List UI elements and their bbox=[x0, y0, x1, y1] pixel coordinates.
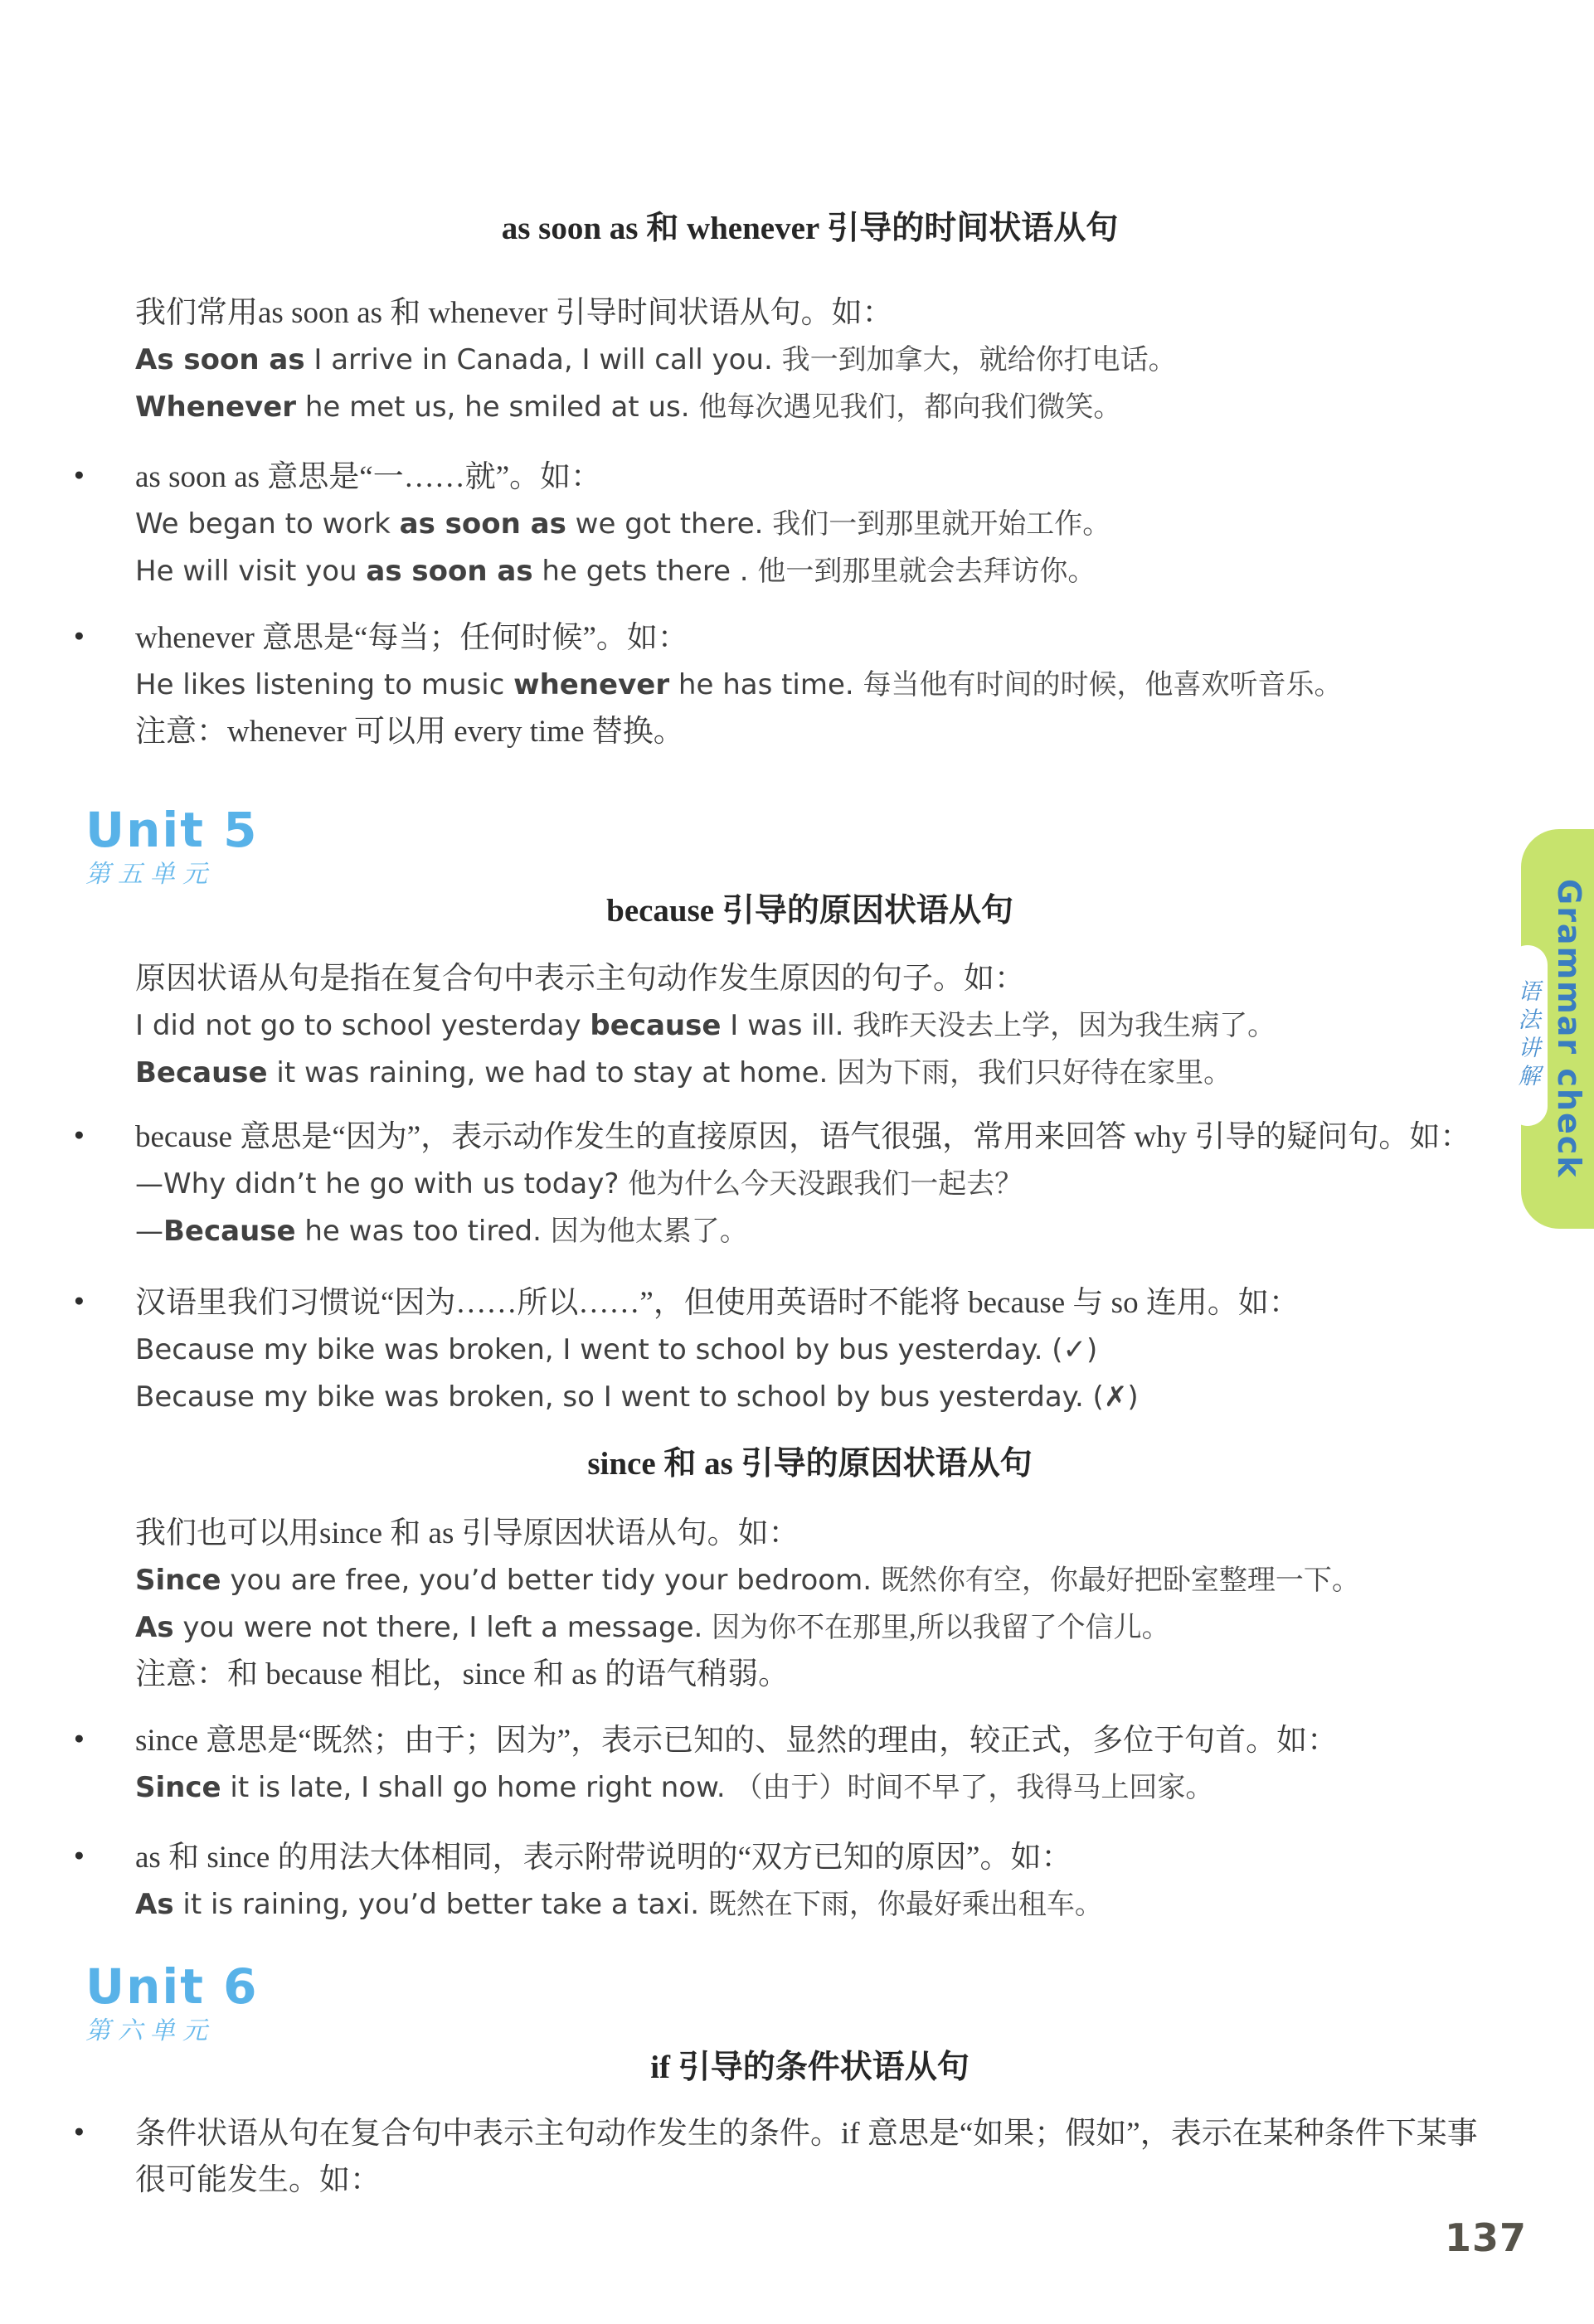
example-sentence: Because my bike was broken, so I went to school by bus yesterday. (✗) bbox=[135, 1380, 1139, 1414]
example-sentence: He likes listening to music whenever he has time. 每当他有时间的时候，他喜欢听音乐。 bbox=[135, 668, 1343, 701]
section-title-if: if 引导的条件状语从句 bbox=[650, 2050, 970, 2085]
bullet-if-condition bbox=[135, 2111, 1485, 2204]
page-content bbox=[85, 0, 1485, 2204]
side-tab-english-label: Grammar check bbox=[1551, 879, 1587, 1179]
bullet-because-meaning bbox=[135, 1114, 1485, 1255]
bullet-lead: ● 汉语里我们习惯说“因为……所以……”，但使用英语时不能将 because 与 so 连用。如： bbox=[135, 1286, 1300, 1320]
intro-since-as: 我们也可以用since 和 as 引导原因状语从句。如： bbox=[135, 1516, 799, 1550]
example-sentence: As soon as I arrive in Canada, I will call you. 我一到加拿大，就给你打电话。 bbox=[135, 343, 1177, 376]
bullet-since-meaning bbox=[135, 1718, 1485, 1812]
intro-because: 原因状语从句是指在复合句中表示主句动作发生原因的句子。如： bbox=[135, 962, 1025, 996]
example-sentence: Whenever he met us, he smiled at us. 他每次遇见我们，都向我们微笑。 bbox=[135, 391, 1122, 424]
unit6-subtitle: 第六单元 bbox=[85, 2017, 215, 2045]
note-line: 注意：和 because 相比，since 和 as 的语气稍弱。 bbox=[135, 1657, 790, 1691]
section-title-since-as: since 和 as 引导的原因状语从句 bbox=[587, 1446, 1033, 1482]
unit5-subtitle: 第五单元 bbox=[85, 861, 215, 888]
example-sentence: —Because he was too tired. 因为他太累了。 bbox=[135, 1215, 748, 1248]
bullet-lead: ● 条件状语从句在复合句中表示主句动作发生的条件。if 意思是“如果；假如”，表示在某种条件下某事很可能发生。如： bbox=[135, 2117, 1478, 2197]
unit5-heading bbox=[85, 802, 1485, 891]
section-title-because: because 引导的原因状语从句 bbox=[606, 893, 1013, 929]
page-number: 137 bbox=[1445, 2215, 1528, 2260]
note-line: 注意：whenever 可以用 every time 替换。 bbox=[135, 715, 684, 749]
bullet-whenever bbox=[135, 615, 1485, 755]
example-sentence: He will visit you as soon as he gets there . 他一到那里就会去拜访你。 bbox=[135, 555, 1096, 588]
bullet-lead: ● since 意思是“既然；由于；因为”，表示已知的、显然的理由，较正式，多位于句首。如： bbox=[135, 1724, 1339, 1758]
bullet-lead: ● as 和 since 的用法大体相同，表示附带说明的“双方已知的原因”。如： bbox=[135, 1841, 1072, 1875]
side-tab-pill bbox=[1508, 945, 1548, 1126]
example-sentence: As you were not there, I left a message. 因为你不在那里,所以我留了个信儿。 bbox=[135, 1611, 1170, 1644]
bullet-lead: ● whenever 意思是“每当；任何时候”。如： bbox=[135, 621, 688, 655]
example-sentence: I did not go to school yesterday because I was ill. 我昨天没去上学，因为我生病了。 bbox=[135, 1009, 1276, 1042]
unit6-title: Unit 6 bbox=[85, 1958, 259, 2015]
bullet-because-so bbox=[135, 1280, 1485, 1421]
section-title-time-clause: as soon as 和 whenever 引导的时间状语从句 bbox=[501, 211, 1119, 246]
example-sentence: Since it is late, I shall go home right now. （由于）时间不早了，我得马上回家。 bbox=[135, 1771, 1214, 1804]
example-sentence: Because it was raining, we had to stay at home. 因为下雨，我们只好待在家里。 bbox=[135, 1056, 1232, 1089]
example-sentence: As it is raining, you’d better take a taxi. 既然在下雨，你最好乘出租车。 bbox=[135, 1888, 1103, 1921]
example-sentence: We began to work as soon as we got there. 我们一到那里就开始工作。 bbox=[135, 507, 1111, 541]
side-tab-chinese-label: 语法讲解 bbox=[1514, 979, 1540, 1092]
unit6-heading bbox=[85, 1958, 1485, 2048]
example-sentence: —Why didn’t he go with us today? 他为什么今天没跟我们一起去？ bbox=[135, 1167, 1023, 1201]
unit5-title: Unit 5 bbox=[85, 802, 259, 858]
intro-time-clause: 我们常用as soon as 和 whenever 引导时间状语从句。如： bbox=[135, 296, 893, 330]
example-sentence: Since you are free, you’d better tidy your bedroom. 既然你有空，你最好把卧室整理一下。 bbox=[135, 1564, 1360, 1597]
bullet-as-usage bbox=[135, 1835, 1485, 1929]
example-sentence: Because my bike was broken, I went to school by bus yesterday. (✓) bbox=[135, 1333, 1098, 1366]
bullet-as-soon-as bbox=[135, 454, 1485, 595]
bullet-lead: ● as soon as 意思是“一……就”。如： bbox=[135, 460, 602, 494]
bullet-lead: ● because 意思是“因为”，表示动作发生的直接原因，语气很强，常用来回答 why 引导的疑问句。如： bbox=[135, 1120, 1471, 1154]
grammar-check-side-tab bbox=[1514, 829, 1594, 1229]
